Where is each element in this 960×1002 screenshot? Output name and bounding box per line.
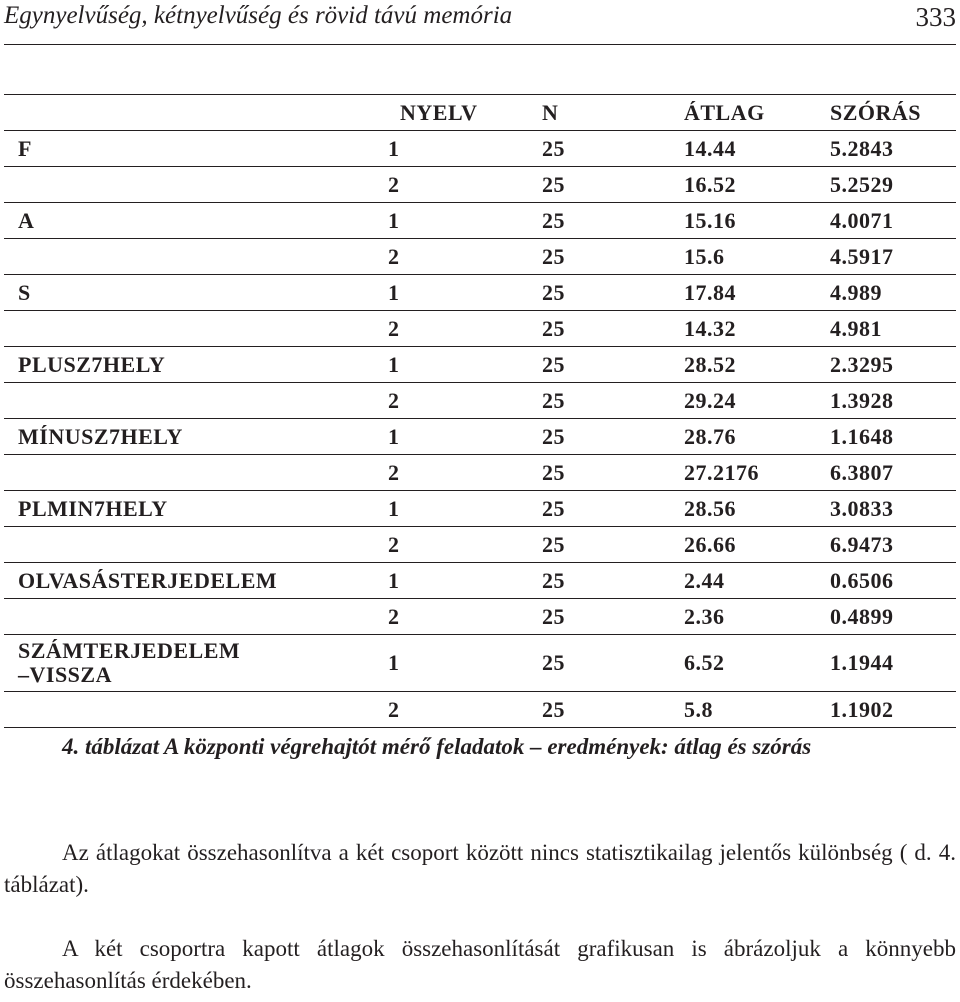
results-table <box>4 94 956 728</box>
n-cell: 25 <box>542 491 672 527</box>
szoras-cell: 0.4899 <box>818 599 956 635</box>
n-cell: 25 <box>542 563 672 599</box>
n-cell: 25 <box>542 311 672 347</box>
table-row <box>4 383 956 419</box>
szoras-cell: 2.3295 <box>818 347 956 383</box>
atlag-cell: 5.8 <box>672 692 818 728</box>
nyelv-cell: 1 <box>388 563 542 599</box>
nyelv-cell: 2 <box>388 383 542 419</box>
group-cell <box>4 692 388 728</box>
group-cell <box>4 455 388 491</box>
atlag-cell: 14.32 <box>672 311 818 347</box>
nyelv-cell: 2 <box>388 527 542 563</box>
nyelv-cell: 1 <box>388 275 542 311</box>
szoras-cell: 5.2843 <box>818 131 956 167</box>
group-cell <box>4 239 388 275</box>
szoras-cell: 6.9473 <box>818 527 956 563</box>
szoras-cell: 4.5917 <box>818 239 956 275</box>
table-row <box>4 311 956 347</box>
table-row <box>4 563 956 599</box>
n-cell: 25 <box>542 131 672 167</box>
atlag-cell: 15.16 <box>672 203 818 239</box>
szoras-cell: 1.1648 <box>818 419 956 455</box>
running-title: Egynyelvűség, kétnyelvűség és rövid távú memória <box>4 2 513 29</box>
group-cell: S <box>4 275 388 311</box>
atlag-cell: 28.76 <box>672 419 818 455</box>
szoras-cell: 1.1944 <box>818 635 956 692</box>
szoras-cell: 4.981 <box>818 311 956 347</box>
n-cell: 25 <box>542 599 672 635</box>
nyelv-cell: 2 <box>388 599 542 635</box>
group-cell: OLVASÁSTERJEDELEM <box>4 563 388 599</box>
table-row <box>4 203 956 239</box>
nyelv-cell: 1 <box>388 419 542 455</box>
n-cell: 25 <box>542 383 672 419</box>
table-header-row <box>4 95 956 131</box>
nyelv-cell: 1 <box>388 131 542 167</box>
atlag-cell: 15.6 <box>672 239 818 275</box>
n-cell: 25 <box>542 275 672 311</box>
n-cell: 25 <box>542 239 672 275</box>
body-paragraph: Az átlagokat összehasonlítva a két csoport között nincs statisztikailag jelentős különbség ( d. 4. táblázat). <box>4 840 956 897</box>
table-row <box>4 275 956 311</box>
group-cell <box>4 599 388 635</box>
group-cell: MÍNUSZ7HELY <box>4 419 388 455</box>
table-row <box>4 491 956 527</box>
nyelv-cell: 1 <box>388 347 542 383</box>
group-cell: A <box>4 203 388 239</box>
table-row <box>4 419 956 455</box>
table-row <box>4 635 956 692</box>
group-cell <box>4 635 388 692</box>
atlag-cell: 14.44 <box>672 131 818 167</box>
running-header <box>4 0 956 45</box>
header-empty-cell <box>4 95 388 131</box>
group-cell <box>4 167 388 203</box>
body-paragraph: A két csoportra kapott átlagok összehasonlítását grafikusan is ábrázoljuk a könnyebb összehasonlítás érdekében. <box>4 936 956 993</box>
szoras-cell: 4.0071 <box>818 203 956 239</box>
table-row <box>4 527 956 563</box>
nyelv-cell: 2 <box>388 311 542 347</box>
group-label-line-1: SZÁMTERJEDELEM <box>18 638 241 663</box>
n-cell: 25 <box>542 167 672 203</box>
table-row <box>4 131 956 167</box>
group-cell <box>4 311 388 347</box>
table-row <box>4 347 956 383</box>
group-label-line-2: –VISSZA <box>18 662 112 687</box>
nyelv-cell: 2 <box>388 239 542 275</box>
nyelv-cell: 2 <box>388 455 542 491</box>
atlag-cell: 2.44 <box>672 563 818 599</box>
n-cell: 25 <box>542 203 672 239</box>
szoras-cell: 1.3928 <box>818 383 956 419</box>
column-header-nyelv: NYELV <box>388 95 542 131</box>
n-cell: 25 <box>542 635 672 692</box>
nyelv-cell: 2 <box>388 167 542 203</box>
atlag-cell: 28.56 <box>672 491 818 527</box>
n-cell: 25 <box>542 419 672 455</box>
n-cell: 25 <box>542 527 672 563</box>
atlag-cell: 26.66 <box>672 527 818 563</box>
nyelv-cell: 2 <box>388 692 542 728</box>
page-number: 333 <box>915 2 956 32</box>
table-row <box>4 239 956 275</box>
group-cell: F <box>4 131 388 167</box>
szoras-cell: 3.0833 <box>818 491 956 527</box>
atlag-cell: 28.52 <box>672 347 818 383</box>
nyelv-cell: 1 <box>388 635 542 692</box>
szoras-cell: 5.2529 <box>818 167 956 203</box>
szoras-cell: 4.989 <box>818 275 956 311</box>
n-cell: 25 <box>542 455 672 491</box>
group-label-two-line <box>18 639 240 687</box>
atlag-cell: 2.36 <box>672 599 818 635</box>
table-row <box>4 599 956 635</box>
group-cell: PLMIN7HELY <box>4 491 388 527</box>
table-row <box>4 167 956 203</box>
szoras-cell: 0.6506 <box>818 563 956 599</box>
n-cell: 25 <box>542 347 672 383</box>
table-row <box>4 455 956 491</box>
group-cell <box>4 383 388 419</box>
column-header-szoras: SZÓRÁS <box>818 95 956 131</box>
n-cell: 25 <box>542 692 672 728</box>
column-header-atlag: ÁTLAG <box>672 95 818 131</box>
szoras-cell: 6.3807 <box>818 455 956 491</box>
atlag-cell: 6.52 <box>672 635 818 692</box>
column-header-n: N <box>542 95 672 131</box>
atlag-cell: 17.84 <box>672 275 818 311</box>
szoras-cell: 1.1902 <box>818 692 956 728</box>
table-row <box>4 692 956 728</box>
nyelv-cell: 1 <box>388 203 542 239</box>
atlag-cell: 16.52 <box>672 167 818 203</box>
nyelv-cell: 1 <box>388 491 542 527</box>
atlag-cell: 29.24 <box>672 383 818 419</box>
group-cell <box>4 527 388 563</box>
group-cell: PLUSZ7HELY <box>4 347 388 383</box>
table-caption: 4. táblázat A központi végrehajtót mérő feladatok – eredmények: átlag és szórás <box>62 734 812 759</box>
atlag-cell: 27.2176 <box>672 455 818 491</box>
